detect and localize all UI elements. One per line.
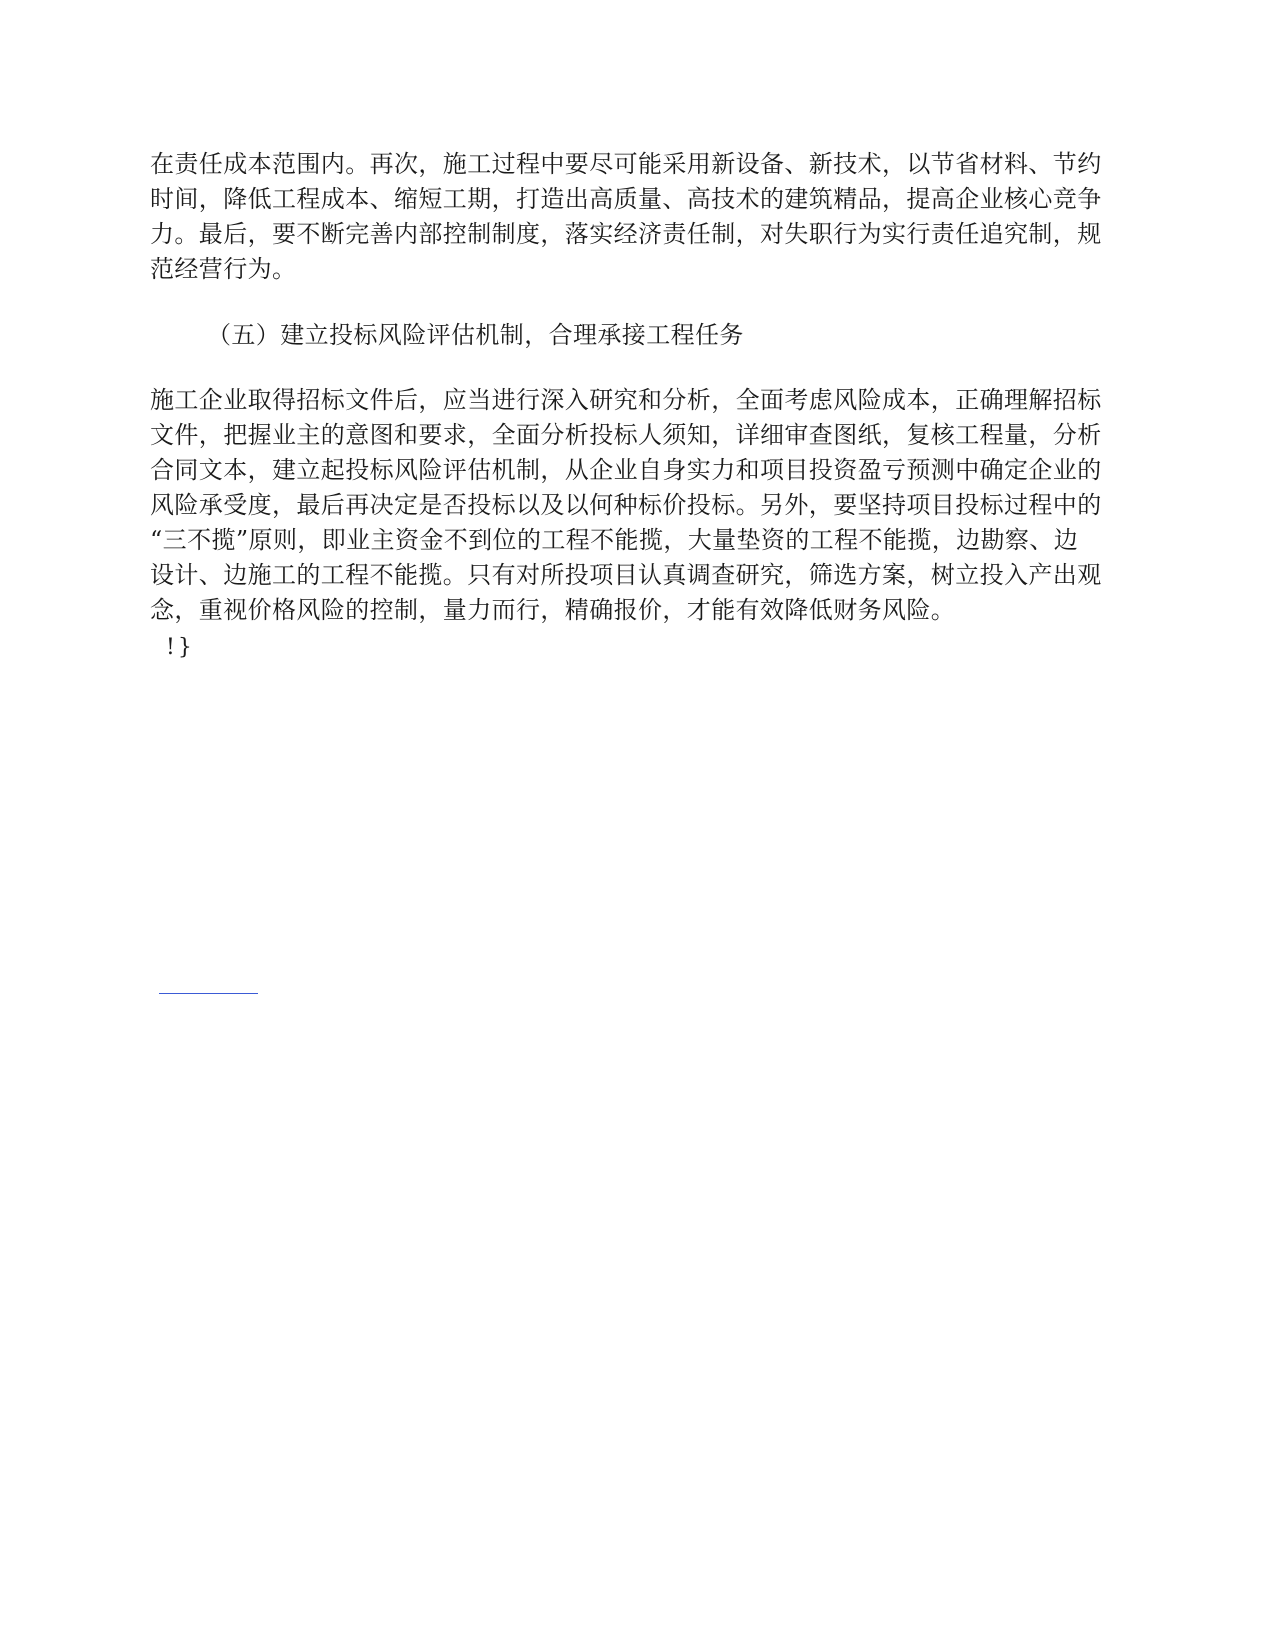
paragraph-2-line: 设计、边施工的工程不能揽。只有对所投项目认真调查研究，筛选方案，树立投入产出观 [150,561,1102,589]
paragraph-1-line: 在责任成本范围内。再次，施工过程中要尽可能采用新设备、新技术，以节省材料、节约 [150,150,1102,178]
paragraph-2-line: 风险承受度，最后再决定是否投标以及以何种标价投标。另外，要坚持项目投标过程中的 [150,491,1102,519]
body-paragraph-2 [150,383,1130,628]
stray-mark: !} [166,635,195,660]
paragraph-2-line: 文件，把握业主的意图和要求，全面分析投标人须知，详细审查图纸，复核工程量，分析 [150,421,1102,449]
paragraph-1-line: 力。最后，要不断完善内部控制制度，落实经济责任制，对失职行为实行责任追究制，规 [150,220,1102,248]
paragraph-1-line: 时间，降低工程成本、缩短工期，打造出高质量、高技术的建筑精品，提高企业核心竞争 [150,185,1102,213]
body-paragraph-1 [150,147,1130,287]
paragraph-2-line: 合同文本，建立起投标风险评估机制，从企业自身实力和项目投资盈亏预测中确定企业的 [150,456,1102,484]
paragraph-1-line: 范经营行为。 [150,255,297,283]
paragraph-2-line: “三不揽”原则，即业主资金不到位的工程不能揽，大量垫资的工程不能揽，边勘察、边 [150,526,1079,554]
paragraph-2-line: 施工企业取得招标文件后，应当进行深入研究和分析，全面考虑风险成本，正确理解招标 [150,386,1102,414]
paragraph-2-line: 念，重视价格风险的控制，量力而行，精确报价，才能有效降低财务风险。 [150,596,956,624]
footnote-separator-rule [159,993,258,994]
section-heading: （五）建立投标风险评估机制，合理承接工程任务 [207,321,744,349]
